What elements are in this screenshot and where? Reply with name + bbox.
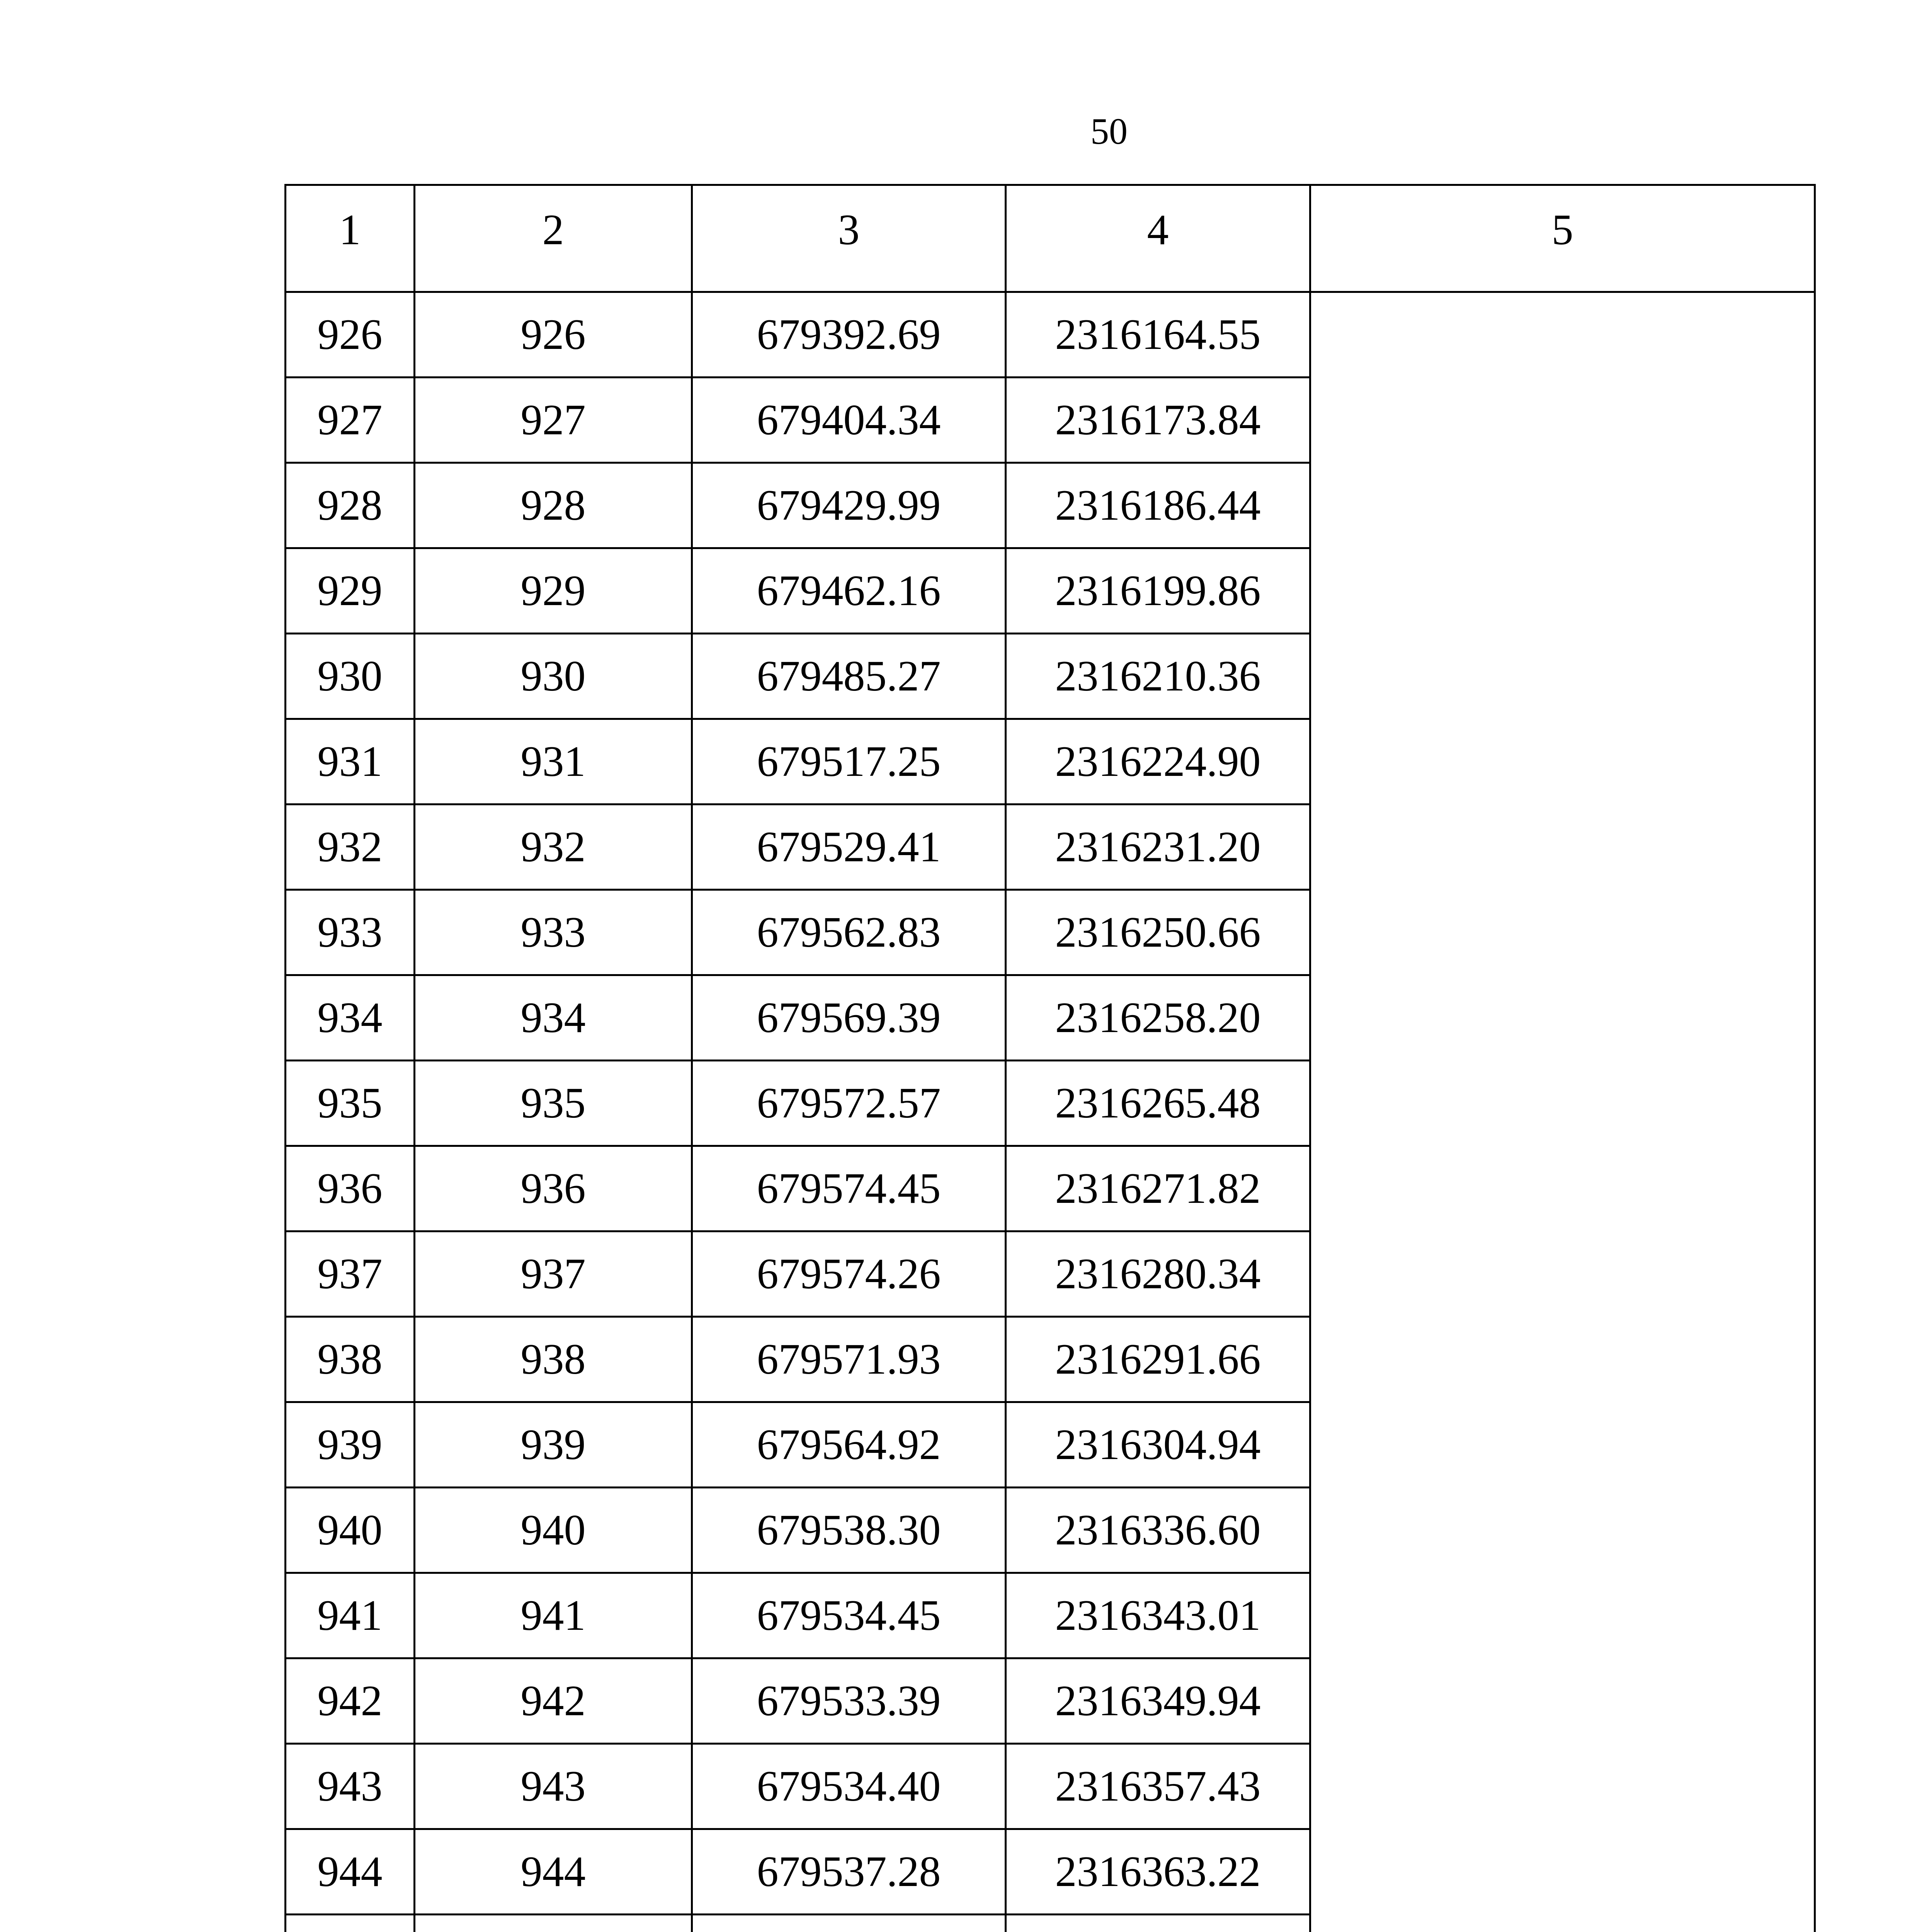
y-coordinate-cell: 2316291.66 [1006, 1317, 1310, 1402]
x-coordinate-cell: 679534.45 [692, 1573, 1006, 1658]
point-id-cell [415, 1915, 692, 1932]
point-id-cell: 939 [415, 1402, 692, 1488]
x-coordinate-cell: 679485.27 [692, 634, 1006, 719]
point-id-cell: 927 [415, 378, 692, 463]
point-id-cell: 936 [415, 1146, 692, 1231]
y-coordinate-cell: 2316349.94 [1006, 1658, 1310, 1744]
y-coordinate-cell: 2316186.44 [1006, 463, 1310, 548]
point-id-cell: 934 [415, 975, 692, 1061]
table-body [286, 292, 1815, 1932]
y-coordinate-cell: 2316231.20 [1006, 804, 1310, 890]
point-number-cell: 928 [286, 463, 415, 548]
y-coordinate-cell: 2316280.34 [1006, 1231, 1310, 1317]
x-coordinate-cell: 679429.99 [692, 463, 1006, 548]
x-coordinate-cell: 679574.45 [692, 1146, 1006, 1231]
point-id-cell: 930 [415, 634, 692, 719]
y-coordinate-cell: 2316173.84 [1006, 378, 1310, 463]
x-coordinate-cell: 679537.28 [692, 1829, 1006, 1915]
point-id-cell: 932 [415, 804, 692, 890]
x-coordinate-cell: 679534.40 [692, 1744, 1006, 1829]
y-coordinate-cell: 2316210.36 [1006, 634, 1310, 719]
y-coordinate-cell: 2316265.48 [1006, 1061, 1310, 1146]
point-id-cell: 938 [415, 1317, 692, 1402]
x-coordinate-cell [692, 1915, 1006, 1932]
column-header: 5 [1310, 185, 1815, 292]
x-coordinate-cell: 679462.16 [692, 548, 1006, 634]
x-coordinate-cell: 679574.26 [692, 1231, 1006, 1317]
column-header: 1 [286, 185, 415, 292]
x-coordinate-cell: 679529.41 [692, 804, 1006, 890]
point-number-cell: 936 [286, 1146, 415, 1231]
point-id-cell: 933 [415, 890, 692, 975]
point-number-cell [286, 1915, 415, 1932]
point-id-cell: 935 [415, 1061, 692, 1146]
point-id-cell: 931 [415, 719, 692, 804]
y-coordinate-cell: 2316258.20 [1006, 975, 1310, 1061]
x-coordinate-cell: 679562.83 [692, 890, 1006, 975]
column-header: 2 [415, 185, 692, 292]
point-number-cell: 937 [286, 1231, 415, 1317]
x-coordinate-cell: 679392.69 [692, 292, 1006, 378]
point-id-cell: 942 [415, 1658, 692, 1744]
point-number-cell: 944 [286, 1829, 415, 1915]
point-id-cell: 928 [415, 463, 692, 548]
column-header: 3 [692, 185, 1006, 292]
y-coordinate-cell: 2316199.86 [1006, 548, 1310, 634]
y-coordinate-cell: 2316363.22 [1006, 1829, 1310, 1915]
point-number-cell: 935 [286, 1061, 415, 1146]
point-number-cell: 939 [286, 1402, 415, 1488]
point-number-cell: 938 [286, 1317, 415, 1402]
y-coordinate-cell [1006, 1915, 1310, 1932]
x-coordinate-cell: 679564.92 [692, 1402, 1006, 1488]
column-header: 4 [1006, 185, 1310, 292]
point-id-cell: 944 [415, 1829, 692, 1915]
page-number: 50 [1090, 111, 1128, 152]
point-number-cell: 926 [286, 292, 415, 378]
x-coordinate-cell: 679517.25 [692, 719, 1006, 804]
x-coordinate-cell: 679404.34 [692, 378, 1006, 463]
point-number-cell: 942 [286, 1658, 415, 1744]
point-number-cell: 927 [286, 378, 415, 463]
y-coordinate-cell: 2316336.60 [1006, 1488, 1310, 1573]
point-number-cell: 941 [286, 1573, 415, 1658]
y-coordinate-cell: 2316164.55 [1006, 292, 1310, 378]
point-number-cell: 934 [286, 975, 415, 1061]
header-row [286, 185, 1815, 292]
point-number-cell: 933 [286, 890, 415, 975]
point-number-cell: 929 [286, 548, 415, 634]
x-coordinate-cell: 679538.30 [692, 1488, 1006, 1573]
y-coordinate-cell: 2316357.43 [1006, 1744, 1310, 1829]
y-coordinate-cell: 2316250.66 [1006, 890, 1310, 975]
point-number-cell: 940 [286, 1488, 415, 1573]
point-id-cell: 926 [415, 292, 692, 378]
notes-cell [1310, 292, 1815, 1932]
y-coordinate-cell: 2316224.90 [1006, 719, 1310, 804]
table-row [286, 292, 1815, 378]
x-coordinate-cell: 679533.39 [692, 1658, 1006, 1744]
point-id-cell: 940 [415, 1488, 692, 1573]
x-coordinate-cell: 679571.93 [692, 1317, 1006, 1402]
point-id-cell: 929 [415, 548, 692, 634]
point-number-cell: 930 [286, 634, 415, 719]
x-coordinate-cell: 679572.57 [692, 1061, 1006, 1146]
y-coordinate-cell: 2316304.94 [1006, 1402, 1310, 1488]
point-number-cell: 931 [286, 719, 415, 804]
point-number-cell: 932 [286, 804, 415, 890]
point-id-cell: 941 [415, 1573, 692, 1658]
x-coordinate-cell: 679569.39 [692, 975, 1006, 1061]
point-id-cell: 937 [415, 1231, 692, 1317]
y-coordinate-cell: 2316343.01 [1006, 1573, 1310, 1658]
y-coordinate-cell: 2316271.82 [1006, 1146, 1310, 1231]
point-number-cell: 943 [286, 1744, 415, 1829]
coordinates-table [284, 184, 1816, 1932]
point-id-cell: 943 [415, 1744, 692, 1829]
